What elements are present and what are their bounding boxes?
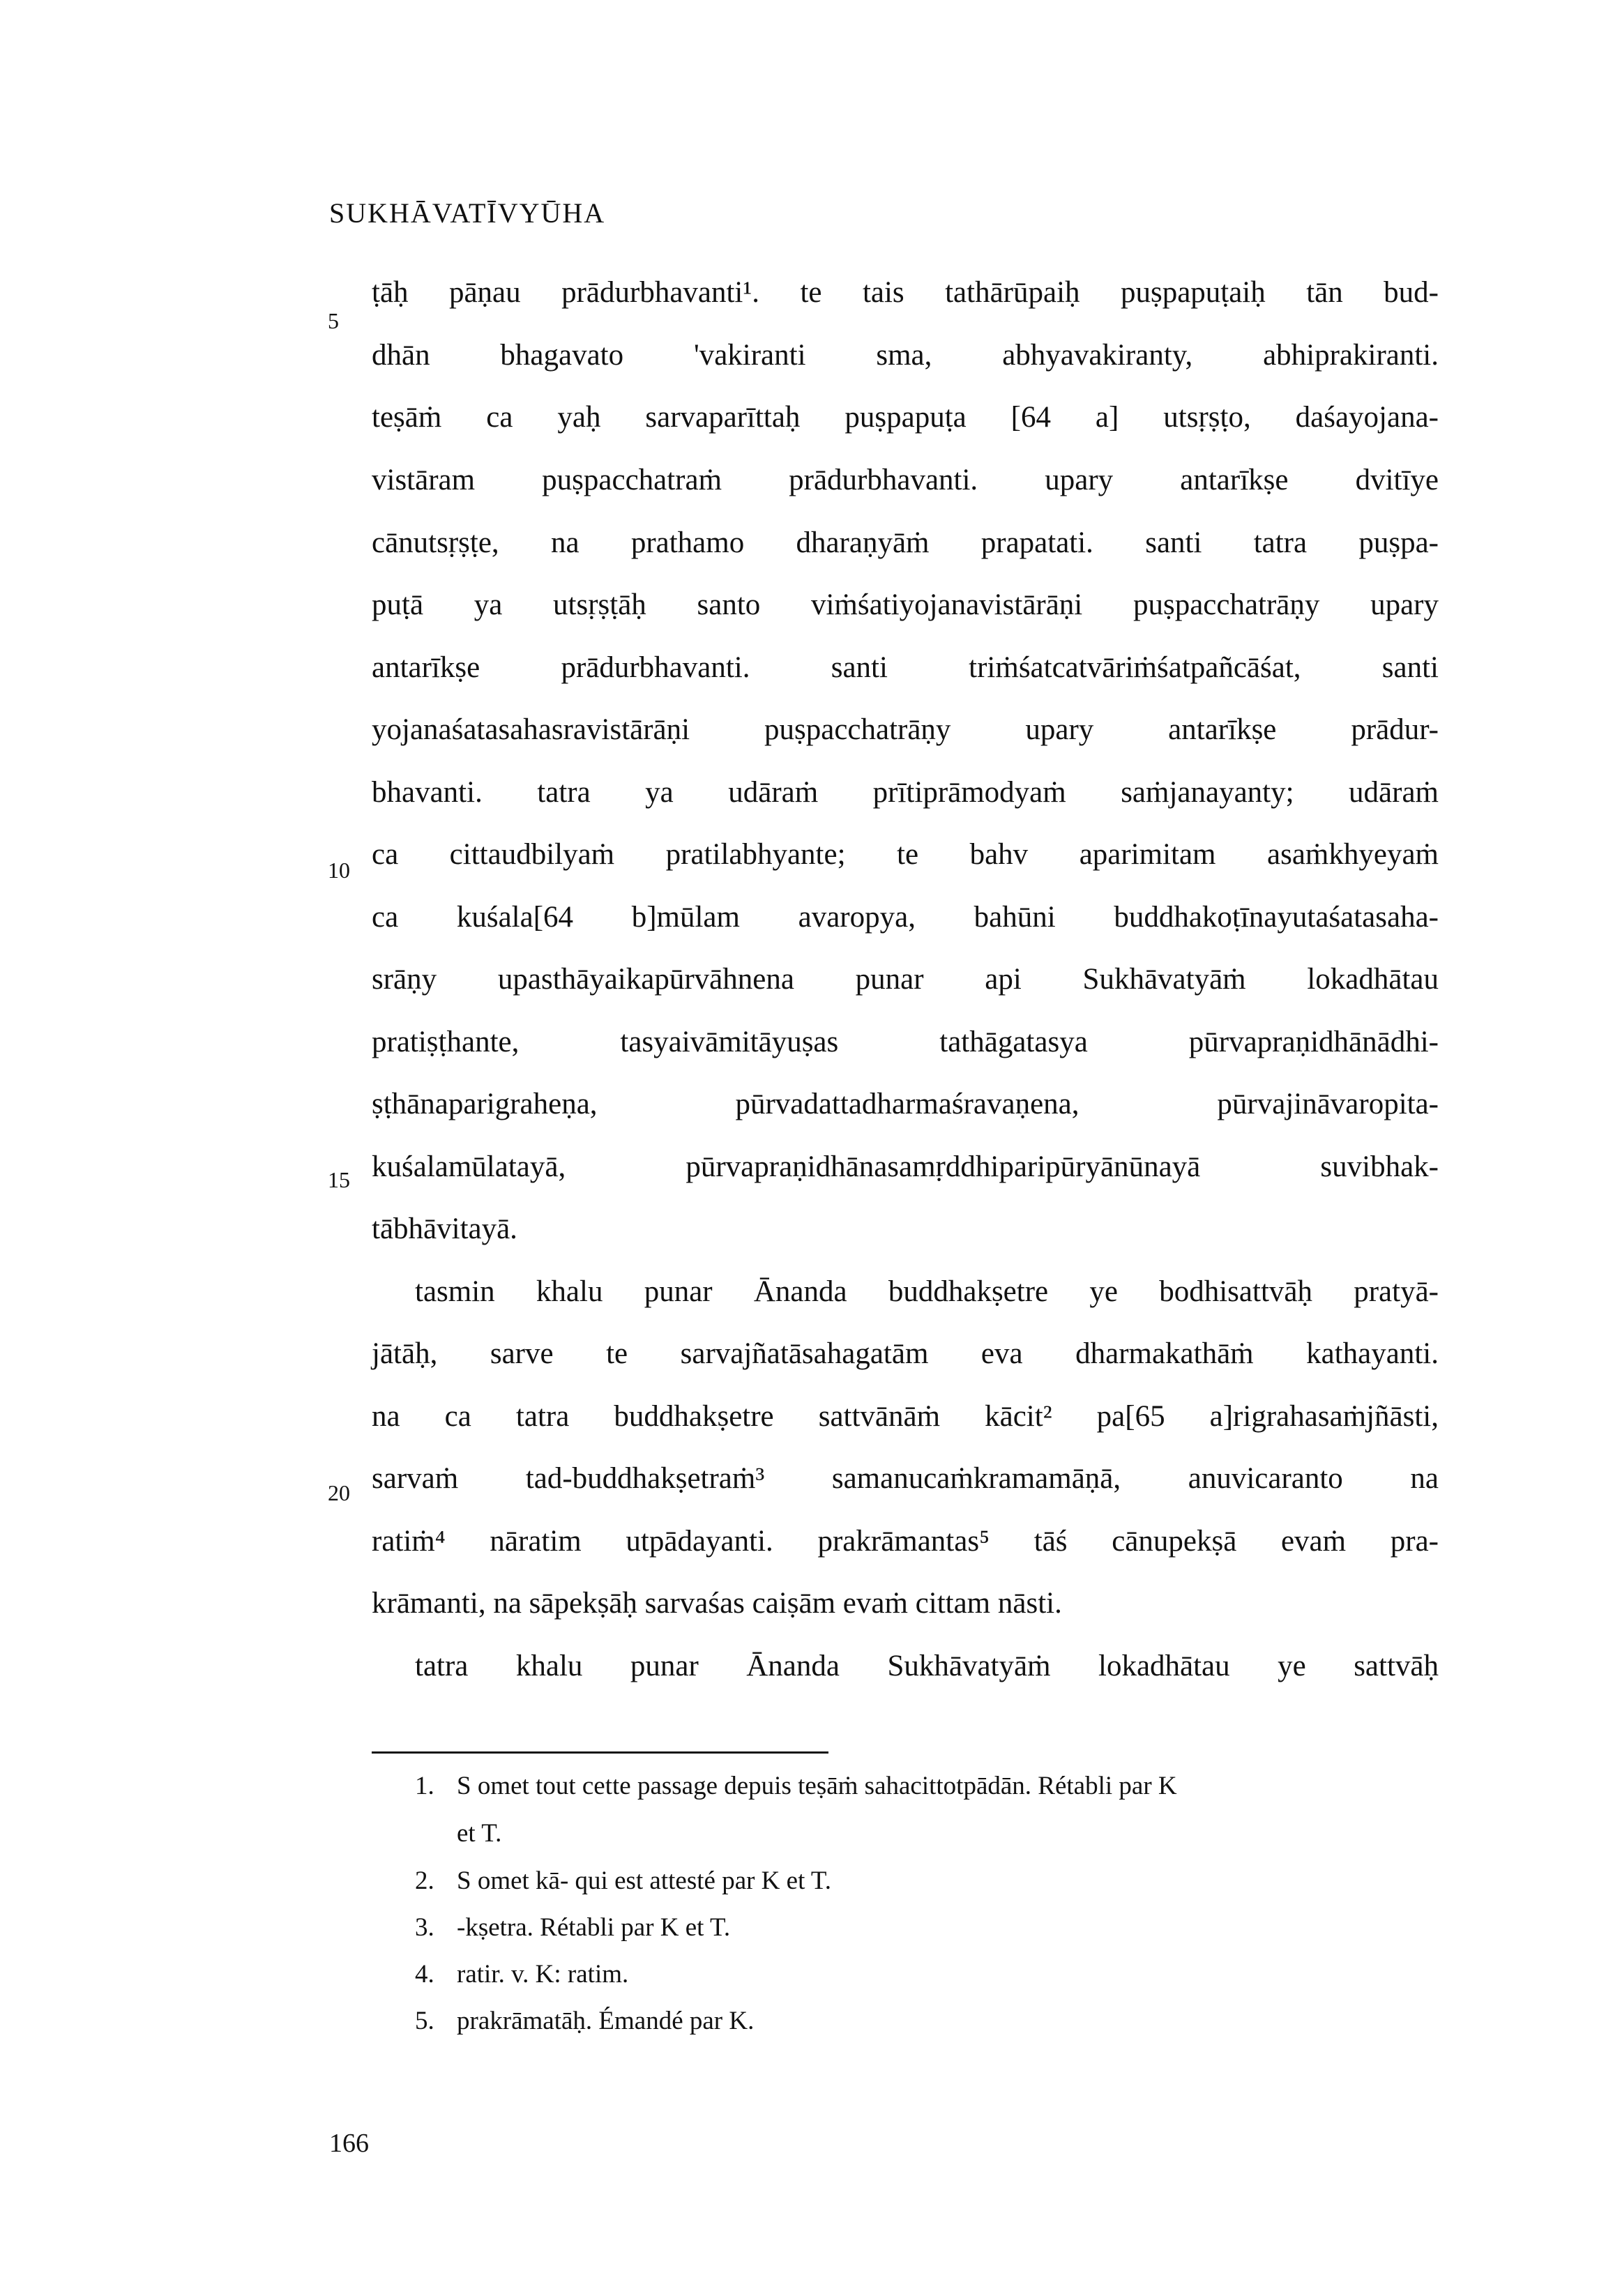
body-line: vistāram puṣpacchatraṁ prādurbhavanti. upary antarīkṣe dvitīye (372, 464, 1439, 496)
body-line: ṣṭhānaparigraheṇa, pūrvadattadharmaśravaṇena, pūrvajināvaropita- (372, 1088, 1439, 1120)
footnote-number: 1. (415, 1772, 434, 1800)
body-line: sarvaṁ tad-buddhakṣetraṁ³ samanucaṁkramamāṇā, anuvicaranto na (372, 1462, 1439, 1495)
footnote-text: S omet tout cette passage depuis teṣāṁ sahacittotpādān. Rétabli par K (457, 1772, 1177, 1800)
body-line: na ca tatra buddhakṣetre sattvānāṁ kācit² pa[65 a]rigrahasaṁjñāsti, (372, 1400, 1439, 1433)
footnote-text: -kṣetra. Rétabli par K et T. (457, 1913, 731, 1942)
body-line: cānutsṛṣṭe, na prathamo dharaṇyāṁ prapatati. santi tatra puṣpa- (372, 526, 1439, 559)
footnote-2 (415, 1866, 831, 1896)
body-line: bhavanti. tatra ya udāraṁ prītiprāmodyaṁ saṁjanayanty; udāraṁ (372, 776, 1439, 809)
line-number: 10 (328, 858, 350, 883)
body-line: yojanaśatasahasravistārāṇi puṣpacchatrāṇy upary antarīkṣe prādur- (372, 713, 1439, 746)
body-line: krāmanti, na sāpekṣāḥ sarvaśas caiṣām evaṁ cittam nāsti. (372, 1587, 1062, 1620)
body-line: pratiṣṭhante, tasyaivāmitāyuṣas tathāgatasya pūrvapraṇidhānādhi- (372, 1026, 1439, 1058)
body-line: ratiṁ⁴ nāratim utpādayanti. prakrāmantas⁵ tāś cānupekṣā evaṁ pra- (372, 1525, 1439, 1558)
footnote-5 (415, 2006, 754, 2036)
body-line: antarīkṣe prādurbhavanti. santi triṁśatcatvāriṁśatpañcāśat, santi (372, 651, 1439, 684)
line-number: 20 (328, 1480, 350, 1505)
body-line: ṭāḥ pāṇau prādurbhavanti¹. te tais tathārūpaiḥ puṣpapuṭaiḥ tān bud- (372, 276, 1439, 309)
line-number: 5 (328, 308, 339, 333)
footnote-1-continuation: et T. (457, 1819, 502, 1848)
running-head: SUKHĀVATĪVYŪHA (329, 197, 606, 229)
footnote-1 (415, 1771, 1177, 1801)
body-line: srāṇy upasthāyaikapūrvāhnena punar api Sukhāvatyāṁ lokadhātau (372, 963, 1439, 996)
body-line: puṭā ya utsṛṣṭāḥ santo viṁśatiyojanavistārāṇi puṣpacchatrāṇy upary (372, 588, 1439, 621)
footnote-text: S omet kā- qui est attesté par K et T. (457, 1867, 832, 1895)
footnote-number: 4. (415, 1960, 434, 1989)
footnote-number: 5. (415, 2007, 434, 2035)
body-line: tasmin khalu punar Ānanda buddhakṣetre ye bodhisattvāḥ pratyā- (415, 1275, 1439, 1308)
footnote-number: 3. (415, 1913, 434, 1942)
body-line: tābhāvitayā. (372, 1212, 517, 1245)
body-line: ca cittaudbilyaṁ pratilabhyante; te bahv aparimitam asaṁkhyeyaṁ (372, 838, 1439, 871)
body-line: dhān bhagavato 'vakiranti sma, abhyavakiranty, abhiprakiranti. (372, 339, 1439, 372)
footnote-text: prakrāmatāḥ. Émandé par K. (457, 2007, 755, 2035)
body-line: teṣāṁ ca yaḥ sarvaparīttaḥ puṣpapuṭa [64 a] utsṛṣṭo, daśayojana- (372, 401, 1439, 434)
footnote-text: ratir. v. K: ratim. (457, 1960, 629, 1989)
page-number: 166 (329, 2129, 369, 2158)
body-line: tatra khalu punar Ānanda Sukhāvatyāṁ lokadhātau ye sattvāḥ (415, 1650, 1439, 1682)
body-line: jātāḥ, sarve te sarvajñatāsahagatām eva dharmakathāṁ kathayanti. (372, 1337, 1439, 1370)
footnote-number: 2. (415, 1867, 434, 1895)
footnote-4 (415, 1959, 628, 1989)
footnote-rule (372, 1751, 828, 1754)
body-line: kuśalamūlatayā, pūrvapraṇidhānasamṛddhiparipūryānūnayā suvibhak- (372, 1150, 1439, 1183)
line-number: 15 (328, 1167, 350, 1192)
body-line: ca kuśala[64 b]mūlam avaropya, bahūni buddhakoṭīnayutaśatasaha- (372, 901, 1439, 934)
footnote-3 (415, 1913, 730, 1943)
